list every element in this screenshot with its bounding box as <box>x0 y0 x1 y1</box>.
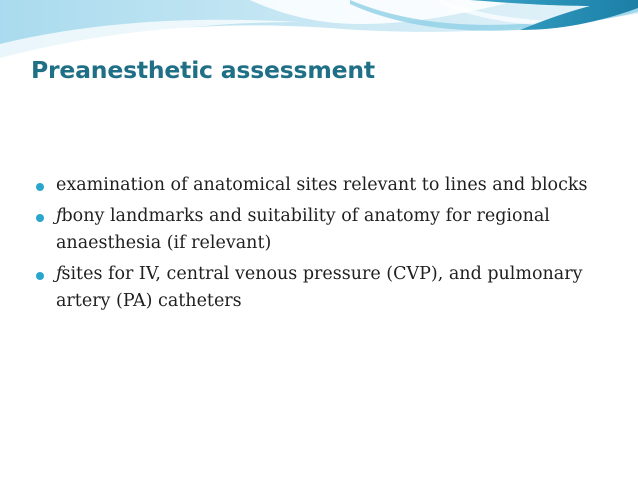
slide-title: Preanesthetic assessment <box>31 56 375 84</box>
bullet-text: sites for IV, central venous pressure (CVP), and pulmonary artery (PA) catheters <box>56 263 583 311</box>
bullet-text: bony landmarks and suitability of anatomy for regional anaesthesia (if relevant) <box>56 205 550 253</box>
bullet-prefix-glyph: ƒ <box>56 205 63 226</box>
bullet-item <box>36 261 616 316</box>
bullet-dot-icon <box>36 214 44 222</box>
bullet-item <box>36 172 616 200</box>
bullet-text: examination of anatomical sites relevant to lines and blocks <box>56 175 588 195</box>
bullet-prefix-glyph: ƒ <box>56 263 63 284</box>
bullet-dot-icon <box>36 183 44 191</box>
bullet-list <box>36 172 616 319</box>
bullet-dot-icon <box>36 272 44 280</box>
bullet-item <box>36 203 616 258</box>
